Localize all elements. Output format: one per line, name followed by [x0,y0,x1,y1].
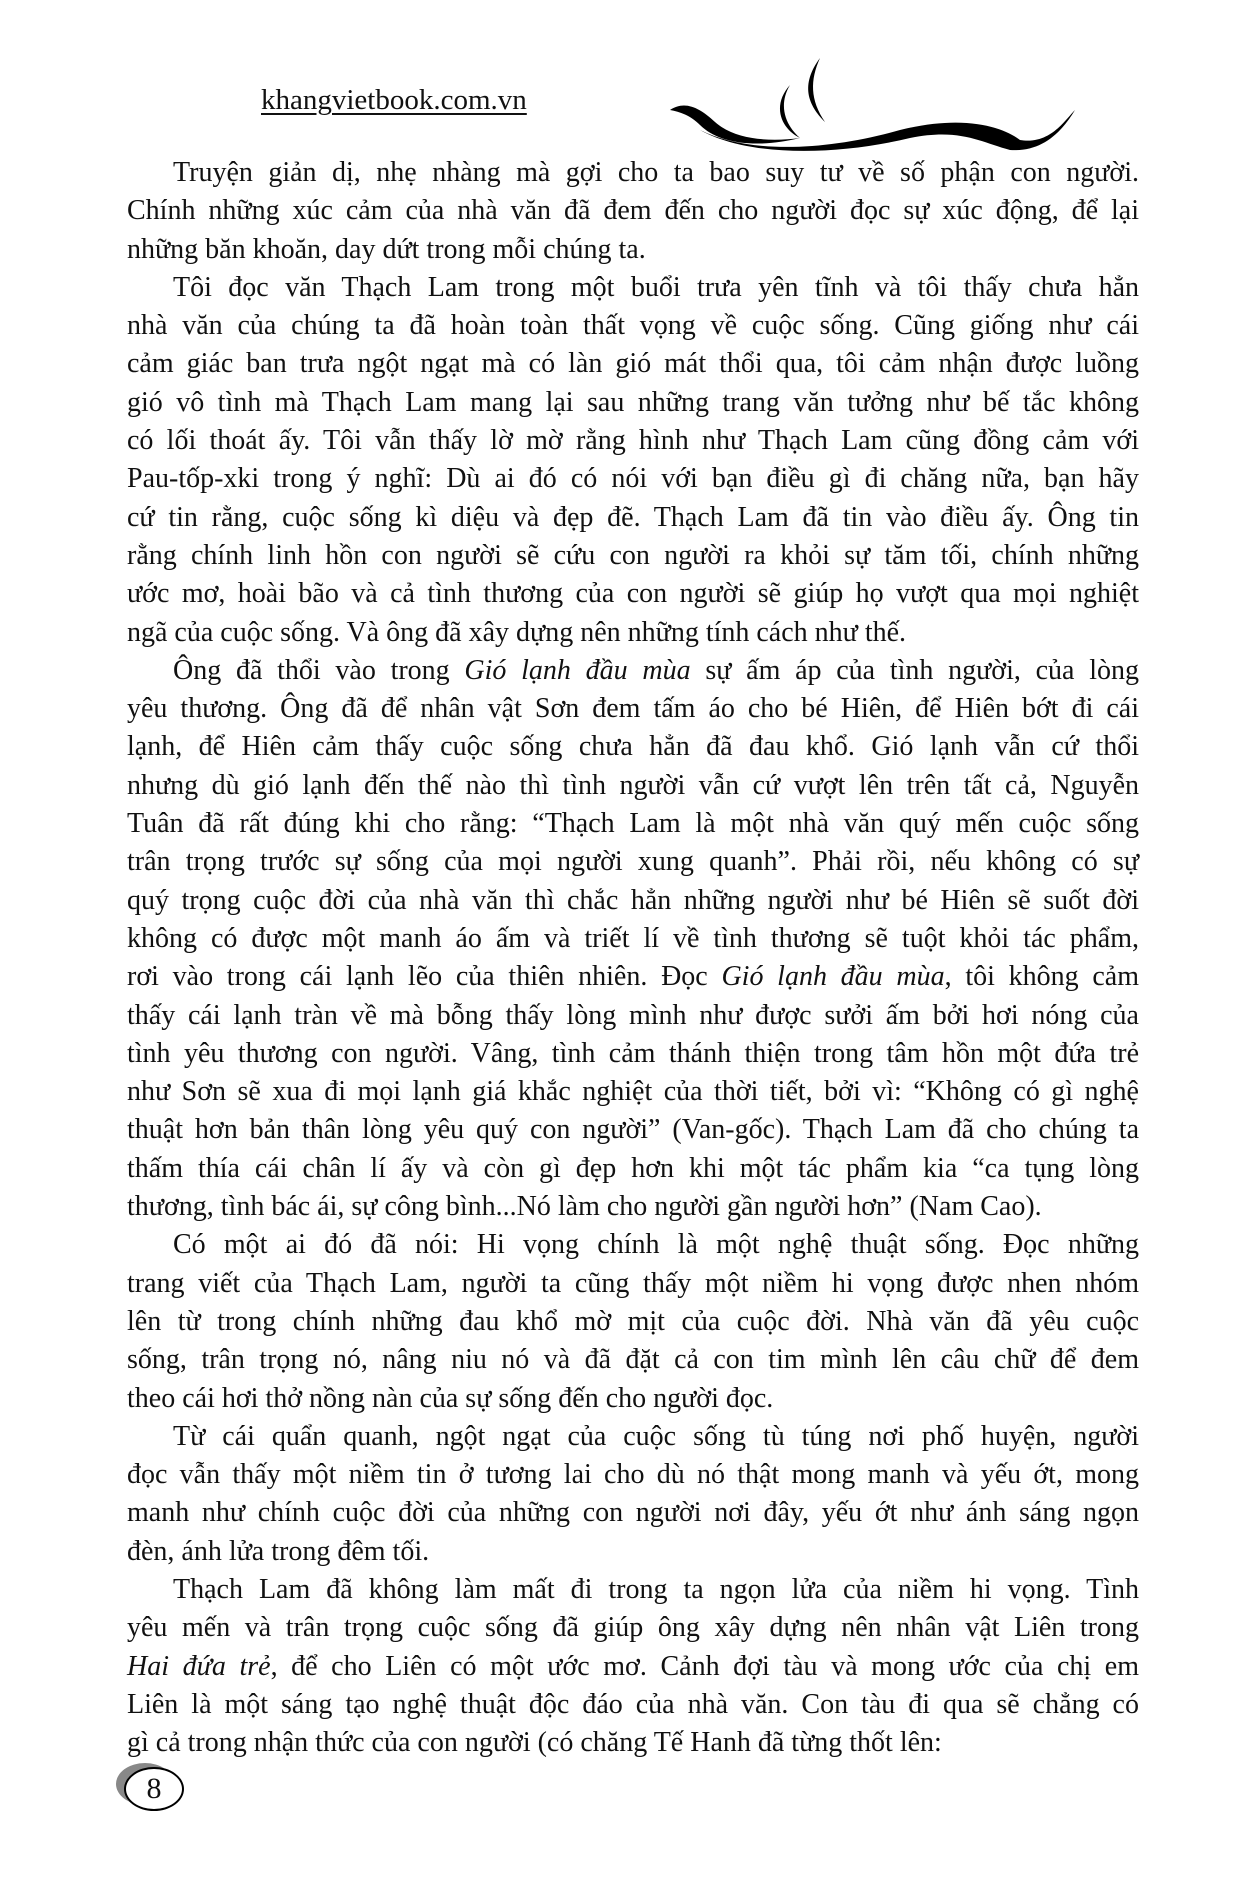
text-line [127,1648,1139,1686]
text-line [127,154,1139,192]
text-segment: trân trọng trước sự sống của mọi người xung quanh”. Phải rồi, nếu không có sự [127,846,1139,878]
text-segment: sống, trân trọng nó, nâng niu nó và đã đặt cả con tim mình lên câu chữ để đem [127,1344,1139,1376]
italic-title-text: Hai đứa trẻ [127,1650,271,1682]
text-segment: , để cho Liên có một ước mơ. Cảnh đợi tàu và mong ước của chị em [270,1650,1139,1682]
text-line [127,1265,1139,1303]
text-segment: sự ấm áp của tình người, của lòng [690,654,1139,686]
text-line [127,384,1139,422]
text-segment: theo cái hơi thở nồng nàn của sự sống đến cho người đọc. [127,1382,774,1414]
text-line [127,345,1139,383]
text-line [127,1380,1139,1418]
text-line [127,231,1139,269]
text-segment: Pau-tốp-xki trong ý nghĩ: Dù ai đó có nói với bạn điều gì đi chăng nữa, bạn hãy [127,463,1139,495]
text-segment: tình yêu thương con người. Vâng, tình cảm thánh thiện trong tâm hồn một đứa trẻ [127,1037,1139,1069]
text-line [127,882,1139,920]
text-line [127,958,1139,996]
text-line [127,1035,1139,1073]
text-segment: cứ tin rằng, cuộc sống kì diệu và đẹp đẽ. Thạch Lam đã tin vào điều ấy. Ông tin [127,501,1139,533]
text-segment: quý trọng cuộc đời của nhà văn thì chắc hẳn những người như bé Hiên sẽ suốt đời [127,884,1139,916]
text-segment: rằng chính linh hồn con người sẽ cứu con người ra khỏi sự tăm tối, chính những [127,539,1139,571]
page-number: 8 [124,1767,184,1811]
text-line [127,1188,1139,1226]
text-segment: Tôi đọc văn Thạch Lam trong một buổi trưa yên tĩnh và tôi thấy chưa hẳn [173,271,1139,303]
text-line [127,997,1139,1035]
bird-swoosh-logo-icon [660,50,1080,155]
text-line [127,805,1139,843]
text-line [127,728,1139,766]
text-line [127,1150,1139,1188]
text-segment: Ông đã thổi vào trong [173,654,465,686]
text-line [127,614,1139,652]
text-segment: nhà văn của chúng ta đã hoàn toàn thất vọng về cuộc sống. Cũng giống như cái [127,310,1139,342]
text-segment: Chính những xúc cảm của nhà văn đã đem đến cho người đọc sự xúc động, để lại [127,195,1139,227]
text-segment: manh như chính cuộc đời của những con người nơi đây, yếu ớt như ánh sáng ngọn [127,1497,1139,1529]
text-segment: thuật hơn bản thân lòng yêu quý con người” (Van-gốc). Thạch Lam đã cho chúng ta [127,1114,1139,1146]
text-segment: thấm thía cái chân lí ấy và còn gì đẹp hơn khi một tác phẩm kia “ca tụng lòng [127,1152,1139,1184]
text-line [127,1303,1139,1341]
text-line [127,1073,1139,1111]
text-line [127,422,1139,460]
text-segment: , tôi không cảm [944,961,1140,993]
text-segment: Từ cái quẩn quanh, ngột ngạt của cuộc sống tù túng nơi phố huyện, người [173,1420,1139,1452]
text-segment: Truyện giản dị, nhẹ nhàng mà gợi cho ta bao suy tư về số phận con người. [173,157,1139,188]
text-line [127,1571,1139,1609]
text-segment: có lối thoát ấy. Tôi vẫn thấy lờ mờ rằng hình như Thạch Lam cũng đồng cảm với [127,425,1139,457]
text-segment: không có được một manh áo ấm và triết lí về tình thương sẽ tuột khỏi tác phẩm, [127,922,1139,954]
page-number-badge [120,1765,184,1813]
site-url-link[interactable]: khangvietbook.com.vn [261,84,527,116]
text-line [127,843,1139,881]
italic-title-text: Gió lạnh đầu mùa [721,961,945,993]
text-segment: Có một ai đó đã nói: Hi vọng chính là một nghệ thuật sống. Đọc những [173,1229,1139,1261]
text-segment: đọc vẫn thấy một niềm tin ở tương lai cho dù nó thật mong manh và yếu ớt, mong [127,1459,1139,1491]
text-line [127,1341,1139,1379]
text-line [127,269,1139,307]
text-segment: rơi vào trong cái lạnh lẽo của thiên nhiên. Đọc [127,961,722,993]
text-segment: thương, tình bác ái, sự công bình...Nó làm cho người gần người hơn” (Nam Cao). [127,1191,1042,1223]
text-line [127,192,1139,230]
text-line [127,690,1139,728]
text-segment: yêu mến và trân trọng cuộc sống đã giúp ông xây dựng nên nhân vật Liên trong [127,1612,1139,1644]
article-body [127,154,1139,1762]
text-line [127,499,1139,537]
italic-title-text: Gió lạnh đầu mùa [464,654,691,686]
text-line [127,652,1139,690]
text-segment: những băn khoăn, day dứt trong mỗi chúng ta. [127,233,646,265]
text-line [127,1609,1139,1647]
text-segment: cảm giác ban trưa ngột ngạt mà có làn gió mát thổi qua, tôi cảm nhận được luồng [127,348,1139,380]
text-line [127,575,1139,613]
text-segment: Tuân đã rất đúng khi cho rằng: “Thạch Lam là một nhà văn quý mến cuộc sống [127,808,1139,840]
text-line [127,920,1139,958]
text-segment: ước mơ, hoài bão và cả tình thương của con người sẽ giúp họ vượt qua mọi nghiệt [127,578,1139,610]
text-line [127,1686,1139,1724]
text-segment: gió vô tình mà Thạch Lam mang lại sau những trang văn tưởng như bế tắc không [127,386,1139,418]
text-line [127,307,1139,345]
text-line [127,537,1139,575]
text-line [127,1724,1139,1762]
text-line [127,460,1139,498]
text-segment: nhưng dù gió lạnh đến thế nào thì tình người vẫn cứ vượt lên trên tất cả, Nguyễn [127,769,1139,801]
text-segment: lạnh, để Hiên cảm thấy cuộc sống chưa hẳn đã đau khổ. Gió lạnh vẫn cứ thổi [127,731,1139,763]
text-segment: trang viết của Thạch Lam, người ta cũng thấy một niềm hi vọng được nhen nhóm [127,1267,1139,1299]
text-segment: như Sơn sẽ xua đi mọi lạnh giá khắc nghiệt của thời tiết, bởi vì: “Không có gì nghệ [127,1076,1139,1108]
text-line [127,767,1139,805]
text-segment: Liên là một sáng tạo nghệ thuật độc đáo của nhà văn. Con tàu đi qua sẽ chẳng có [127,1688,1139,1720]
text-segment: đèn, ánh lửa trong đêm tối. [127,1535,430,1567]
text-segment: ngã của cuộc sống. Và ông đã xây dựng nên những tính cách như thế. [127,616,907,648]
text-line [127,1494,1139,1532]
text-segment: thấy cái lạnh tràn về mà bỗng thấy lòng mình như được sưởi ấm bởi hơi nóng của [127,999,1139,1031]
text-segment: lên từ trong chính những đau khổ mờ mịt của cuộc đời. Nhà văn đã yêu cuộc [127,1305,1139,1337]
text-segment: yêu thương. Ông đã để nhân vật Sơn đem tấm áo cho bé Hiên, để Hiên bớt đi cái [127,693,1139,725]
text-line [127,1418,1139,1456]
text-line [127,1226,1139,1264]
text-segment: Thạch Lam đã không làm mất đi trong ta ngọn lửa của niềm hi vọng. Tình [173,1573,1139,1605]
text-line [127,1111,1139,1149]
text-line [127,1533,1139,1571]
text-line [127,1456,1139,1494]
text-segment: gì cả trong nhận thức của con người (có chăng Tế Hanh đã từng thốt lên: [127,1727,942,1759]
